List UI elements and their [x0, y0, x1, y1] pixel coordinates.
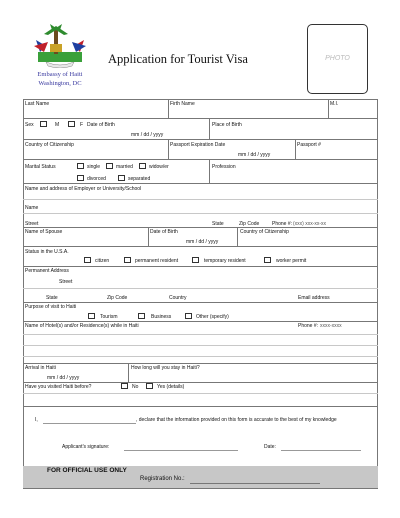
- arrival-format: mm / dd / yyyy: [47, 375, 80, 381]
- usa-worker-checkbox[interactable]: [264, 257, 271, 263]
- spouse-dob-label: Date of Birth: [150, 229, 178, 235]
- employer-zip-label: Zip Code: [239, 221, 260, 227]
- signature-label: Applicant's signature:: [62, 444, 110, 450]
- usa-status-label: Status in the U.S.A.: [25, 249, 69, 255]
- visited-yes-label: Yes (details): [157, 384, 185, 390]
- hotel-phone-format: xxxx-xxxx: [320, 323, 342, 329]
- purpose-tourism-checkbox[interactable]: [88, 313, 95, 319]
- visited-yes-checkbox[interactable]: [146, 383, 153, 389]
- form-left-border: [23, 99, 24, 489]
- marital-widow-checkbox[interactable]: [139, 163, 146, 169]
- marital-divorced-label: divorced: [87, 176, 106, 182]
- embassy-line2: Washington, DC: [38, 80, 82, 87]
- rule: [23, 288, 378, 289]
- rule: [23, 118, 378, 119]
- employer-name-label: Name: [25, 205, 39, 211]
- rule: [23, 183, 378, 184]
- photo-label: PHOTO: [325, 55, 350, 62]
- cell-divider: [209, 118, 210, 139]
- usa-permanent-label: permanent resident: [135, 258, 179, 264]
- dob-format: mm / dd / yyyy: [131, 132, 164, 138]
- employer-phone-format: (xxx) xxx-xx-xx: [293, 221, 327, 227]
- arrival-label: Arrival in Haiti: [25, 365, 56, 371]
- rule: [23, 266, 378, 267]
- usa-permanent-checkbox[interactable]: [124, 257, 131, 263]
- purpose-other-label: Other (specify): [196, 314, 229, 320]
- last-name-label: Last Name: [25, 101, 50, 107]
- sex-male-label: M: [55, 122, 60, 128]
- spouse-name-label: Name of Spouse: [25, 229, 63, 235]
- hotel-phone-label: Phone #:: [298, 323, 319, 329]
- page-title: Application for Tourist Visa: [108, 52, 248, 66]
- purpose-business-checkbox[interactable]: [138, 313, 145, 319]
- declaration-i: I,: [35, 417, 38, 423]
- embassy-name: [20, 70, 100, 88]
- rule: [23, 363, 378, 364]
- permanent-email-label: Email address: [298, 295, 330, 301]
- official-use-label: FOR OFFICIAL USE ONLY: [47, 467, 127, 474]
- permanent-zip-label: Zip Code: [107, 295, 128, 301]
- cell-divider: [209, 159, 210, 183]
- usa-worker-label: worker permit: [276, 258, 307, 264]
- citizenship-label: Country of Citizenship: [25, 142, 74, 148]
- permanent-address-label: Permanent Address: [25, 268, 69, 274]
- cell-divider: [128, 363, 129, 382]
- date-line[interactable]: [281, 450, 361, 451]
- rule: [23, 199, 378, 200]
- sex-male-checkbox[interactable]: [40, 121, 47, 127]
- permanent-street-label: Street: [59, 279, 73, 285]
- usa-citizen-checkbox[interactable]: [84, 257, 91, 263]
- visited-before-label: Have you visited Haiti before?: [25, 384, 92, 390]
- cell-divider: [168, 99, 169, 118]
- cell-divider: [148, 227, 149, 246]
- first-name-label: Firth Name: [170, 101, 195, 107]
- spouse-citizenship-label: Country of Citizenship: [240, 229, 289, 235]
- marital-married-label: married: [116, 164, 133, 170]
- rule: [23, 488, 378, 489]
- embassy-line1: Embassy of Haiti: [37, 71, 83, 78]
- marital-single-label: single: [87, 164, 101, 170]
- declarant-name-line[interactable]: [43, 423, 136, 424]
- rule: [23, 334, 378, 335]
- usa-temporary-label: temporary resident: [204, 258, 246, 264]
- marital-separated-checkbox[interactable]: [118, 175, 125, 181]
- passport-expiration-format: mm / dd / yyyy: [238, 152, 271, 158]
- purpose-label: Purpose of visit to Haiti: [25, 304, 77, 310]
- sex-label: Sex: [25, 122, 34, 128]
- cell-divider: [295, 139, 296, 159]
- rule: [23, 227, 378, 228]
- cell-divider: [168, 139, 169, 159]
- haiti-coat-of-arms-icon: [32, 22, 88, 68]
- employer-label: Name and address of Employer or University/School: [25, 186, 142, 192]
- place-of-birth-label: Place of Birth: [212, 122, 242, 128]
- passport-expiration-label: Passport Expiration Date: [170, 142, 226, 148]
- photo-box[interactable]: [307, 24, 368, 94]
- marital-single-checkbox[interactable]: [77, 163, 84, 169]
- hotel-label: Name of Hotel(s) and/or Residence(s) while in Haiti: [25, 323, 139, 329]
- cell-divider: [328, 99, 329, 118]
- purpose-business-label: Business: [151, 314, 172, 320]
- marital-married-checkbox[interactable]: [106, 163, 113, 169]
- marital-status-label: Marital Status: [25, 164, 56, 170]
- usa-citizen-label: citizen: [95, 258, 110, 264]
- spouse-dob-format: mm / dd / yyyy: [186, 239, 219, 245]
- rule: [23, 382, 378, 383]
- rule: [23, 139, 378, 140]
- profession-label: Profession: [212, 164, 236, 170]
- rule: [23, 159, 378, 160]
- stay-duration-label: How long will you stay in Haiti?: [131, 365, 200, 371]
- purpose-other-checkbox[interactable]: [185, 313, 192, 319]
- marital-separated-label: separated: [128, 176, 151, 182]
- permanent-state-label: State: [46, 295, 58, 301]
- permanent-country-label: Country: [169, 295, 187, 301]
- registration-label: Registration No.:: [140, 476, 185, 482]
- registration-line[interactable]: [190, 483, 320, 484]
- rule: [23, 345, 378, 346]
- middle-initial-label: M.I.: [330, 101, 339, 107]
- dob-label: Date of Birth: [87, 122, 115, 128]
- visited-no-label: No: [132, 384, 139, 390]
- sex-female-label: F: [80, 122, 84, 128]
- declaration-text: , declare that the information provided on this form is accurate to the best of my knowledge: [136, 417, 337, 423]
- visited-no-checkbox[interactable]: [121, 383, 128, 389]
- marital-divorced-checkbox[interactable]: [77, 175, 84, 181]
- form-right-border: [377, 99, 378, 489]
- employer-phone-label: Phone #:: [272, 221, 293, 227]
- rule: [23, 213, 378, 214]
- sex-female-checkbox[interactable]: [68, 121, 75, 127]
- rule: [23, 356, 378, 357]
- rule: [23, 406, 378, 407]
- passport-number-label: Passport #: [297, 142, 321, 148]
- employer-state-label: State: [212, 221, 224, 227]
- employer-street-label: Street: [25, 221, 39, 227]
- signature-line[interactable]: [124, 450, 238, 451]
- purpose-tourism-label: Tourism: [100, 314, 118, 320]
- cell-divider: [237, 227, 238, 246]
- date-label: Date:: [264, 444, 276, 450]
- rule: [23, 246, 378, 247]
- usa-temporary-checkbox[interactable]: [192, 257, 199, 263]
- rule: [23, 302, 378, 303]
- rule: [23, 393, 378, 394]
- marital-widow-label: widow/er: [149, 164, 169, 170]
- rule: [23, 99, 378, 100]
- rule: [23, 321, 378, 322]
